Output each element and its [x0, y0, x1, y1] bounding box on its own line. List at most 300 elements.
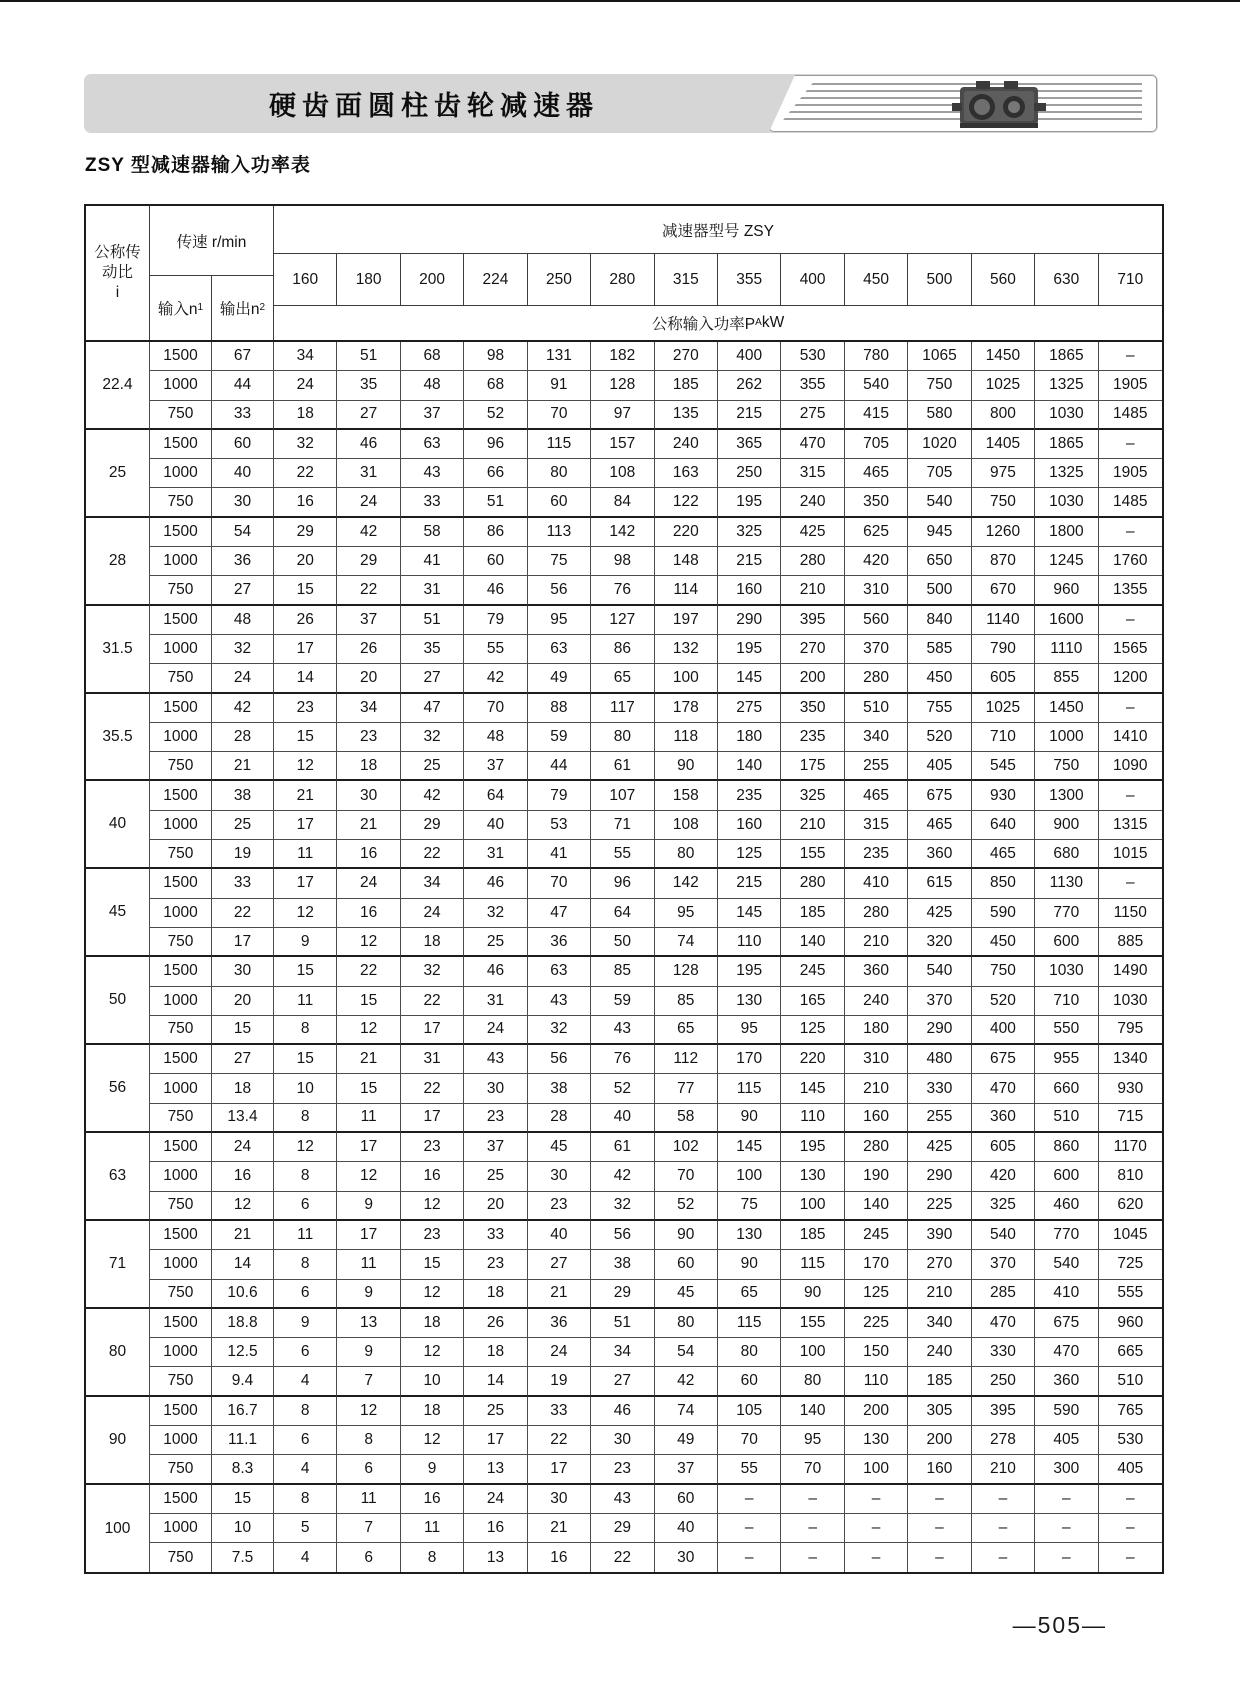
power-value-cell: 44 — [528, 752, 591, 781]
power-value-cell: 58 — [401, 518, 464, 547]
power-value-cell: 315 — [845, 811, 908, 840]
power-value-cell: 240 — [655, 430, 718, 459]
power-value-cell: 1485 — [1099, 488, 1162, 517]
power-value-cell: 19 — [528, 1367, 591, 1396]
power-value-cell: 148 — [655, 547, 718, 576]
ratio-cell: 35.5 — [86, 694, 150, 782]
power-value-cell: 215 — [718, 547, 781, 576]
power-value-cell: 262 — [718, 371, 781, 400]
power-value-cell: 96 — [591, 869, 654, 898]
power-value-cell: 675 — [1035, 1309, 1098, 1338]
power-value-cell: 275 — [781, 401, 844, 430]
power-value-cell: 100 — [781, 1338, 844, 1367]
power-value-cell: 200 — [781, 664, 844, 693]
input-speed-cell: 1000 — [150, 899, 212, 928]
power-value-cell: 125 — [845, 1280, 908, 1309]
power-value-cell: 33 — [464, 1221, 527, 1250]
power-value-cell: 46 — [464, 576, 527, 605]
power-value-cell: 545 — [972, 752, 1035, 781]
power-value-cell: 1905 — [1099, 459, 1162, 488]
power-value-cell: – — [972, 1485, 1035, 1514]
power-value-cell: 131 — [528, 342, 591, 371]
power-value-cell: 91 — [528, 371, 591, 400]
power-value-cell: 310 — [845, 1045, 908, 1074]
power-value-cell: 60 — [655, 1485, 718, 1514]
power-value-cell: 102 — [655, 1133, 718, 1162]
power-value-cell: 80 — [718, 1338, 781, 1367]
power-value-cell: 225 — [908, 1192, 971, 1221]
power-value-cell: 31 — [464, 840, 527, 869]
input-power-table — [84, 204, 1164, 1574]
power-value-cell: 290 — [908, 1162, 971, 1191]
input-speed-cell: 1500 — [150, 342, 212, 371]
power-value-cell: 110 — [718, 928, 781, 957]
input-speed-cell: 750 — [150, 928, 212, 957]
power-value-cell: 42 — [655, 1367, 718, 1396]
power-value-cell: 128 — [591, 371, 654, 400]
power-value-cell: 117 — [591, 694, 654, 723]
power-value-cell: 175 — [781, 752, 844, 781]
input-speed-cell: 750 — [150, 752, 212, 781]
power-value-cell: 540 — [908, 957, 971, 986]
power-value-cell: – — [845, 1485, 908, 1514]
power-value-cell: 7 — [337, 1514, 400, 1543]
power-value-cell: 215 — [718, 401, 781, 430]
power-value-cell: 585 — [908, 635, 971, 664]
power-value-cell: 1045 — [1099, 1221, 1162, 1250]
output-speed-cell: 30 — [212, 488, 274, 517]
output-speed-cell: 14 — [212, 1250, 274, 1279]
power-value-cell: 23 — [274, 694, 337, 723]
power-value-cell: 170 — [718, 1045, 781, 1074]
power-value-cell: 24 — [464, 1016, 527, 1045]
power-value-cell: 11 — [274, 987, 337, 1016]
power-value-cell: 17 — [274, 635, 337, 664]
power-value-cell: 86 — [464, 518, 527, 547]
ratio-cell: 50 — [86, 957, 150, 1045]
power-value-cell: 20 — [274, 547, 337, 576]
power-value-cell: 21 — [337, 1045, 400, 1074]
power-value-cell: 110 — [781, 1104, 844, 1133]
power-value-cell: 37 — [337, 606, 400, 635]
power-value-cell: 12 — [274, 899, 337, 928]
power-value-cell: 1450 — [972, 342, 1035, 371]
power-value-cell: 11 — [401, 1514, 464, 1543]
power-value-cell: 750 — [972, 957, 1035, 986]
power-value-cell: 160 — [845, 1104, 908, 1133]
header-power-title: 公称输入功率P A kW — [651, 314, 785, 333]
power-value-cell: 25 — [464, 1397, 527, 1426]
header-output-label: 输出n — [219, 301, 260, 318]
power-value-cell: 275 — [718, 694, 781, 723]
power-value-cell: 155 — [781, 1309, 844, 1338]
power-value-cell: 360 — [908, 840, 971, 869]
power-value-cell: 1600 — [1035, 606, 1098, 635]
power-value-cell: 465 — [845, 781, 908, 810]
power-value-cell: 1025 — [972, 694, 1035, 723]
power-value-cell: 12 — [274, 752, 337, 781]
power-value-cell: 34 — [591, 1338, 654, 1367]
power-value-cell: 35 — [337, 371, 400, 400]
page-title: 硬齿面圆柱齿轮减速器 — [269, 91, 599, 121]
power-value-cell: – — [1035, 1514, 1098, 1543]
power-value-cell: 70 — [718, 1426, 781, 1455]
power-value-cell: 185 — [781, 1221, 844, 1250]
power-value-cell: 37 — [401, 401, 464, 430]
power-value-cell: 240 — [781, 488, 844, 517]
power-value-cell: – — [718, 1543, 781, 1572]
header-ratio-line2: 动比 — [101, 263, 133, 281]
power-value-cell: 1300 — [1035, 781, 1098, 810]
power-value-cell: 23 — [528, 1192, 591, 1221]
power-value-cell: 46 — [337, 430, 400, 459]
input-speed-cell: 1500 — [150, 606, 212, 635]
power-value-cell: 110 — [845, 1367, 908, 1396]
input-speed-cell: 750 — [150, 664, 212, 693]
power-value-cell: 325 — [972, 1192, 1035, 1221]
power-value-cell: 37 — [464, 752, 527, 781]
power-value-cell: 68 — [464, 371, 527, 400]
power-value-cell: 325 — [718, 518, 781, 547]
input-speed-cell: 1500 — [150, 518, 212, 547]
power-value-cell: 195 — [718, 488, 781, 517]
ratio-cell: 56 — [86, 1045, 150, 1133]
input-speed-cell: 1000 — [150, 459, 212, 488]
power-value-cell: 22 — [401, 1074, 464, 1103]
power-value-cell: 590 — [972, 899, 1035, 928]
power-value-cell: 52 — [655, 1192, 718, 1221]
power-value-cell: 55 — [591, 840, 654, 869]
power-value-cell: 88 — [528, 694, 591, 723]
power-value-cell: 340 — [845, 723, 908, 752]
power-value-cell: – — [1099, 869, 1162, 898]
power-value-cell: 47 — [528, 899, 591, 928]
power-value-cell: 975 — [972, 459, 1035, 488]
power-value-cell: 300 — [1035, 1455, 1098, 1484]
power-value-cell: 675 — [908, 781, 971, 810]
power-value-cell: 800 — [972, 401, 1035, 430]
power-value-cell: 22 — [337, 957, 400, 986]
power-value-cell: 145 — [718, 1133, 781, 1162]
power-value-cell: 340 — [908, 1309, 971, 1338]
output-speed-cell: 40 — [212, 459, 274, 488]
power-value-cell: 600 — [1035, 1162, 1098, 1191]
power-value-cell: 1020 — [908, 430, 971, 459]
power-value-cell: 210 — [781, 811, 844, 840]
power-value-cell: 560 — [845, 606, 908, 635]
power-value-cell: 95 — [655, 899, 718, 928]
input-speed-cell: 1500 — [150, 694, 212, 723]
power-value-cell: 15 — [274, 723, 337, 752]
power-value-cell: 132 — [655, 635, 718, 664]
input-speed-cell: 1500 — [150, 1045, 212, 1074]
power-value-cell: 34 — [337, 694, 400, 723]
model-header-cell: 250 — [528, 254, 591, 305]
power-value-cell: 60 — [464, 547, 527, 576]
power-value-cell: 1140 — [972, 606, 1035, 635]
model-number-row — [274, 254, 1162, 306]
power-value-cell: 48 — [401, 371, 464, 400]
power-value-cell: 70 — [528, 401, 591, 430]
power-value-cell: 51 — [464, 488, 527, 517]
power-value-cell: 163 — [655, 459, 718, 488]
power-value-cell: 31 — [401, 1045, 464, 1074]
power-value-cell: 480 — [908, 1045, 971, 1074]
power-value-cell: – — [781, 1543, 844, 1572]
power-value-cell: 13 — [464, 1543, 527, 1572]
output-speed-cell: 21 — [212, 1221, 274, 1250]
power-value-cell: 185 — [781, 899, 844, 928]
power-value-cell: 33 — [528, 1397, 591, 1426]
power-value-cell: 21 — [337, 811, 400, 840]
power-value-cell: 18 — [274, 401, 337, 430]
model-header-cell: 560 — [972, 254, 1035, 305]
power-value-cell: 9 — [337, 1192, 400, 1221]
power-value-cell: 140 — [845, 1192, 908, 1221]
power-value-cell: 14 — [274, 664, 337, 693]
ratio-cell: 63 — [86, 1133, 150, 1221]
power-value-cell: 76 — [591, 576, 654, 605]
power-value-cell: – — [1035, 1543, 1098, 1572]
power-value-cell: 24 — [337, 488, 400, 517]
power-value-cell: 25 — [464, 928, 527, 957]
power-value-cell: 280 — [845, 664, 908, 693]
power-value-cell: 9 — [274, 928, 337, 957]
power-value-cell: 140 — [718, 752, 781, 781]
power-value-cell: 122 — [655, 488, 718, 517]
power-value-cell: 1000 — [1035, 723, 1098, 752]
power-value-cell: 9 — [274, 1309, 337, 1338]
output-speed-cell: 33 — [212, 401, 274, 430]
power-value-cell: 90 — [718, 1104, 781, 1133]
power-value-cell: 930 — [1099, 1074, 1162, 1103]
power-value-cell: 85 — [655, 987, 718, 1016]
power-value-cell: 115 — [718, 1309, 781, 1338]
power-value-cell: 18 — [401, 1397, 464, 1426]
ratio-cell: 25 — [86, 430, 150, 518]
power-value-cell: 650 — [908, 547, 971, 576]
power-value-cell: 1355 — [1099, 576, 1162, 605]
power-value-cell: 705 — [845, 430, 908, 459]
power-value-cell: 315 — [781, 459, 844, 488]
power-value-cell: 425 — [908, 899, 971, 928]
power-value-cell: 1490 — [1099, 957, 1162, 986]
power-value-cell: 15 — [337, 1074, 400, 1103]
power-value-cell: 1150 — [1099, 899, 1162, 928]
power-value-cell: 29 — [591, 1514, 654, 1543]
ratio-cell: 22.4 — [86, 342, 150, 430]
power-value-cell: 97 — [591, 401, 654, 430]
power-value-cell: 1405 — [972, 430, 1035, 459]
power-value-cell: – — [908, 1543, 971, 1572]
power-value-cell: 45 — [655, 1280, 718, 1309]
power-value-cell: 85 — [591, 957, 654, 986]
power-value-cell: 755 — [908, 694, 971, 723]
power-value-cell: 17 — [401, 1016, 464, 1045]
power-value-cell: 15 — [337, 987, 400, 1016]
power-value-cell: 425 — [908, 1133, 971, 1162]
power-value-cell: 1245 — [1035, 547, 1098, 576]
power-value-cell: – — [1099, 430, 1162, 459]
power-value-cell: 95 — [718, 1016, 781, 1045]
power-value-cell: 115 — [718, 1074, 781, 1103]
power-value-cell: 75 — [528, 547, 591, 576]
power-value-cell: 705 — [908, 459, 971, 488]
power-value-cell: 26 — [274, 606, 337, 635]
power-value-cell: 470 — [972, 1074, 1035, 1103]
power-value-cell: 210 — [845, 928, 908, 957]
power-value-cell: 76 — [591, 1045, 654, 1074]
power-value-cell: 30 — [337, 781, 400, 810]
power-value-cell: 465 — [972, 840, 1035, 869]
power-value-cell: 63 — [401, 430, 464, 459]
power-value-cell: 425 — [781, 518, 844, 547]
power-value-cell: 16 — [401, 1162, 464, 1191]
power-value-cell: 605 — [972, 664, 1035, 693]
output-speed-cell: 10 — [212, 1514, 274, 1543]
power-value-cell: 160 — [718, 576, 781, 605]
input-speed-cell: 1000 — [150, 723, 212, 752]
header-input-speed: 输入n 1 — [150, 276, 212, 340]
model-header-cell: 355 — [718, 254, 781, 305]
power-value-cell: 1485 — [1099, 401, 1162, 430]
power-value-cell: 64 — [591, 899, 654, 928]
power-value-cell: 24 — [337, 869, 400, 898]
power-value-cell: 29 — [401, 811, 464, 840]
power-value-cell: 540 — [1035, 1250, 1098, 1279]
power-value-cell: 64 — [464, 781, 527, 810]
output-speed-cell: 18 — [212, 1074, 274, 1103]
power-value-cell: 142 — [655, 869, 718, 898]
power-value-cell: 540 — [845, 371, 908, 400]
power-value-cell: 24 — [464, 1485, 527, 1514]
power-value-cell: 615 — [908, 869, 971, 898]
power-value-cell: 12 — [337, 1016, 400, 1045]
power-value-cell: 12 — [401, 1192, 464, 1221]
input-speed-cell: 750 — [150, 1016, 212, 1045]
output-speed-cell: 18.8 — [212, 1309, 274, 1338]
model-header-cell: 315 — [655, 254, 718, 305]
power-value-cell: 49 — [655, 1426, 718, 1455]
power-value-cell: 770 — [1035, 1221, 1098, 1250]
power-value-cell: 240 — [845, 987, 908, 1016]
power-value-cell: 59 — [591, 987, 654, 1016]
power-value-cell: 32 — [401, 957, 464, 986]
power-value-cell: – — [1035, 1485, 1098, 1514]
power-value-cell: 180 — [845, 1016, 908, 1045]
power-value-cell: – — [1125, 1548, 1135, 1566]
power-value-cell: 530 — [781, 342, 844, 371]
power-value-cell: 255 — [908, 1104, 971, 1133]
power-value-cell: 1030 — [1035, 488, 1098, 517]
power-value-cell: 17 — [274, 811, 337, 840]
power-value-cell: 460 — [1035, 1192, 1098, 1221]
power-value-cell: 278 — [972, 1426, 1035, 1455]
power-value-cell: 420 — [845, 547, 908, 576]
power-value-cell: 960 — [1035, 576, 1098, 605]
power-value-cell: 470 — [972, 1309, 1035, 1338]
power-value-cell: 60 — [528, 488, 591, 517]
power-value-cell: 17 — [337, 1133, 400, 1162]
output-speed-cell: 12.5 — [212, 1338, 274, 1367]
power-value-cell: 32 — [274, 430, 337, 459]
header-power-prefix: 公称输入功率P — [651, 316, 756, 333]
power-value-cell: 12 — [401, 1426, 464, 1455]
power-value-cell: 50 — [591, 928, 654, 957]
power-value-cell: 17 — [401, 1104, 464, 1133]
power-value-cell: 37 — [464, 1133, 527, 1162]
power-value-cell: – — [1099, 606, 1162, 635]
power-value-cell: 510 — [1035, 1104, 1098, 1133]
power-value-cell: 18 — [337, 752, 400, 781]
power-value-cell: 34 — [274, 342, 337, 371]
power-value-cell: 18 — [401, 1309, 464, 1338]
model-header-cell: 450 — [845, 254, 908, 305]
power-value-cell: – — [1099, 781, 1162, 810]
gear-reducer-photo — [946, 79, 1050, 130]
power-value-cell: 320 — [908, 928, 971, 957]
power-value-cell: 330 — [908, 1074, 971, 1103]
power-value-cell: 51 — [401, 606, 464, 635]
output-speed-cell: 21 — [212, 752, 274, 781]
power-value-cell: 710 — [1035, 987, 1098, 1016]
power-value-cell: 360 — [845, 957, 908, 986]
output-speed-cell: 67 — [212, 342, 274, 371]
output-speed-cell: 38 — [212, 781, 274, 810]
output-speed-cell: 27 — [212, 576, 274, 605]
power-value-cell: 1030 — [1035, 957, 1098, 986]
power-value-cell: 25 — [464, 1162, 527, 1191]
power-value-cell: 46 — [464, 869, 527, 898]
power-value-cell: 540 — [908, 488, 971, 517]
power-value-cell: 32 — [591, 1192, 654, 1221]
power-value-cell: 24 — [274, 371, 337, 400]
power-value-cell: 400 — [972, 1016, 1035, 1045]
power-value-cell: 840 — [908, 606, 971, 635]
power-value-cell: 270 — [781, 635, 844, 664]
power-value-cell: 25 — [401, 752, 464, 781]
power-value-cell: 680 — [1035, 840, 1098, 869]
power-value-cell: 185 — [908, 1367, 971, 1396]
model-header-cell: 160 — [274, 254, 337, 305]
power-value-cell: 165 — [781, 987, 844, 1016]
power-value-cell: 70 — [464, 694, 527, 723]
power-value-cell: 38 — [528, 1074, 591, 1103]
input-speed-cell: 1500 — [150, 430, 212, 459]
power-value-cell: 17 — [337, 1221, 400, 1250]
power-value-cell: 9 — [337, 1280, 400, 1309]
power-value-cell: 12 — [337, 1397, 400, 1426]
power-value-cell: 350 — [845, 488, 908, 517]
power-value-cell: 23 — [464, 1104, 527, 1133]
power-value-cell: 210 — [972, 1455, 1035, 1484]
power-value-cell: 8 — [274, 1397, 337, 1426]
power-value-cell: 510 — [1099, 1367, 1162, 1396]
power-value-cell: – — [781, 1485, 844, 1514]
power-value-cell: 1865 — [1035, 342, 1098, 371]
power-value-cell: 310 — [845, 576, 908, 605]
power-value-cell: 55 — [464, 635, 527, 664]
input-speed-cell: 1000 — [150, 987, 212, 1016]
power-value-cell: 20 — [337, 664, 400, 693]
input-speed-cell: 1000 — [150, 371, 212, 400]
power-value-cell: 65 — [655, 1016, 718, 1045]
power-value-cell: 395 — [972, 1397, 1035, 1426]
power-value-cell: 9 — [337, 1338, 400, 1367]
power-value-cell: – — [718, 1514, 781, 1543]
power-value-cell: 130 — [718, 987, 781, 1016]
power-value-cell: 1200 — [1099, 664, 1162, 693]
